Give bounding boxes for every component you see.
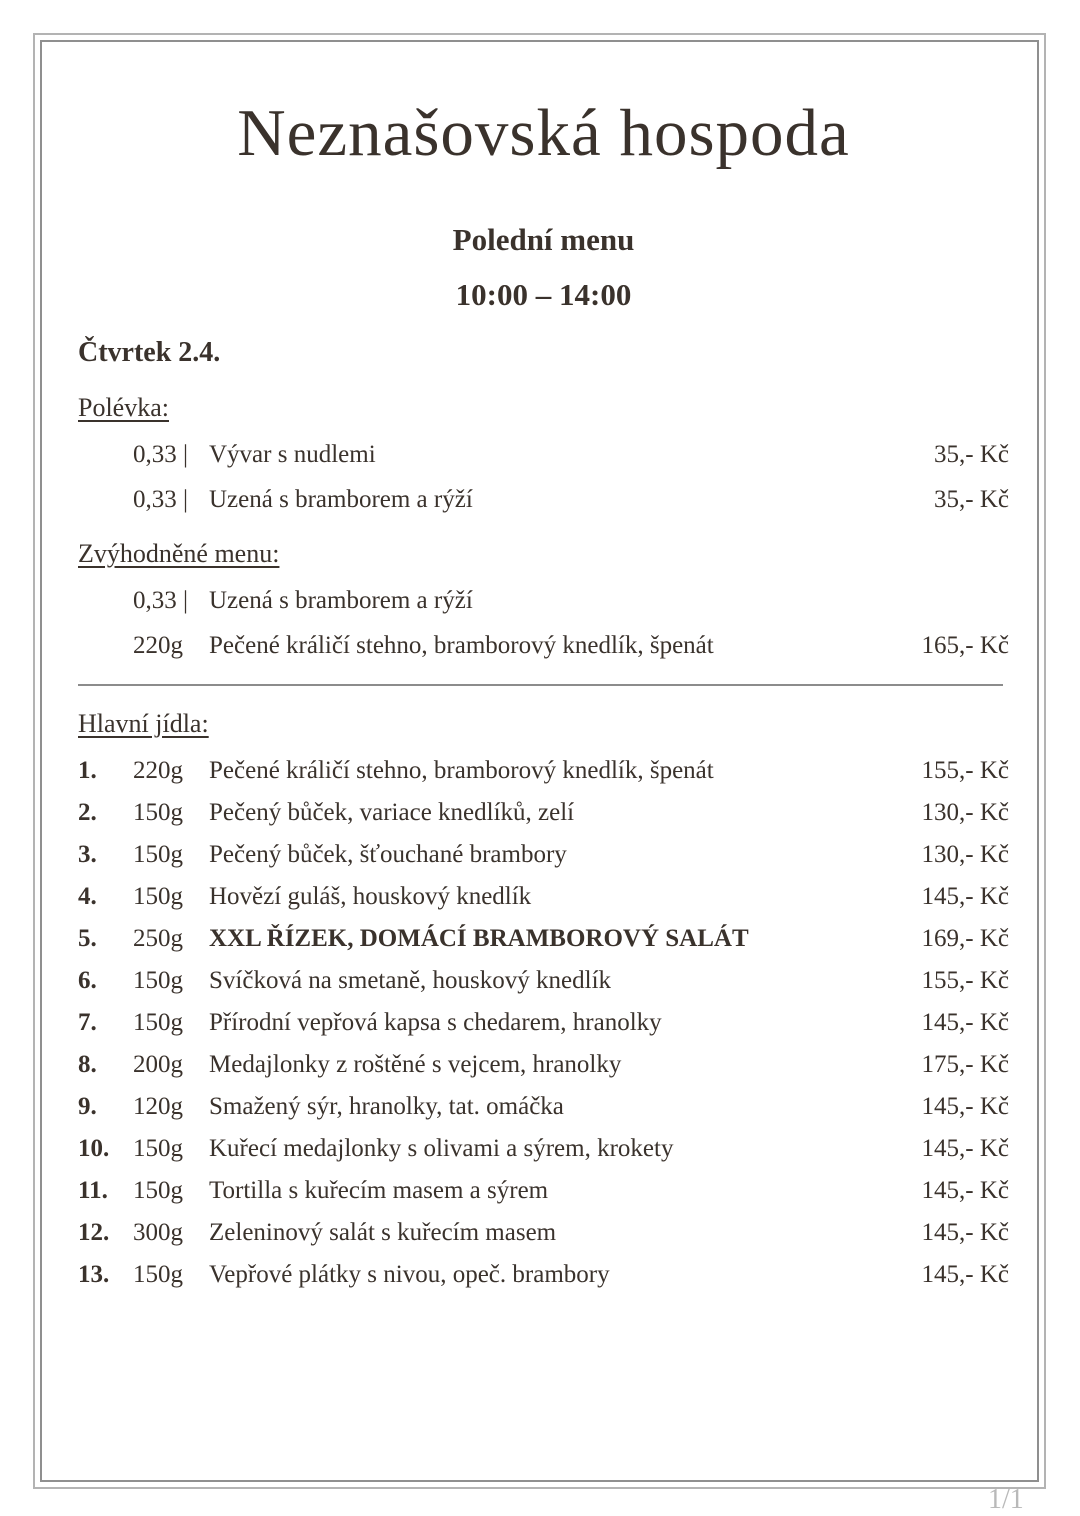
item-name: Pečený bůček, variace knedlíků, zelí (209, 798, 575, 826)
menu-subtitle: Polední menu (452, 221, 635, 257)
item-quantity: 150g (133, 1008, 183, 1036)
menu-item-row (78, 438, 1009, 471)
item-quantity: 200g (133, 1050, 183, 1078)
item-number: 8. (78, 1050, 97, 1078)
item-number: 9. (78, 1092, 97, 1120)
item-price: 145,- Kč (921, 1218, 1009, 1246)
menu-item-row (78, 629, 1009, 662)
item-name: Uzená s bramborem a rýží (209, 485, 473, 513)
item-price: 155,- Kč (921, 966, 1009, 994)
section-heading: Polévka: (78, 392, 169, 422)
item-quantity: 150g (133, 798, 183, 826)
restaurant-title: Neznašovská hospoda (237, 96, 850, 170)
item-name: Vývar s nudlemi (209, 440, 376, 468)
item-number: 6. (78, 966, 97, 994)
menu-item-row (78, 922, 1009, 955)
menu-hours: 10:00 – 14:00 (455, 276, 632, 312)
item-quantity: 150g (133, 1260, 183, 1288)
section-heading: Hlavní jídla: (78, 708, 209, 738)
item-price: 130,- Kč (921, 798, 1009, 826)
page-indicator: 1/1 (988, 1484, 1024, 1515)
item-price: 130,- Kč (921, 840, 1009, 868)
page-border-outer (33, 33, 1046, 1489)
item-quantity: 0,33 | (133, 586, 189, 614)
item-quantity: 0,33 | (133, 440, 189, 468)
item-name: Hovězí guláš, houskový knedlík (209, 882, 532, 910)
item-price: 175,- Kč (921, 1050, 1009, 1078)
item-price: 145,- Kč (921, 1134, 1009, 1162)
item-price: 145,- Kč (921, 1092, 1009, 1120)
item-quantity: 0,33 | (133, 485, 189, 513)
item-name: Pečené králičí stehno, bramborový knedlík, špenát (209, 756, 714, 784)
item-quantity: 120g (133, 1092, 183, 1120)
menu-item-row (78, 880, 1009, 913)
menu-item-row (78, 838, 1009, 871)
item-number: 5. (78, 924, 97, 952)
menu-item-row (78, 584, 1009, 617)
item-number: 11. (78, 1176, 108, 1204)
item-number: 4. (78, 882, 97, 910)
menu-item-row (78, 964, 1009, 997)
menu-item-row (78, 1258, 1009, 1291)
item-quantity: 150g (133, 1176, 183, 1204)
menu-item-row (78, 754, 1009, 787)
item-name: Uzená s bramborem a rýží (209, 586, 473, 614)
item-number: 3. (78, 840, 97, 868)
item-price: 165,- Kč (921, 631, 1009, 659)
item-name: Přírodní vepřová kapsa s chedarem, hranolky (209, 1008, 662, 1036)
item-quantity: 250g (133, 924, 183, 952)
section-heading: Zvýhodněné menu: (78, 538, 280, 568)
menu-section (78, 392, 1009, 516)
item-name: Medajlonky z roštěné s vejcem, hranolky (209, 1050, 622, 1078)
menu-item-row (78, 1174, 1009, 1207)
item-number: 12. (78, 1218, 110, 1246)
item-price: 145,- Kč (921, 882, 1009, 910)
item-quantity: 150g (133, 882, 183, 910)
item-price: 145,- Kč (921, 1008, 1009, 1036)
item-name: XXL ŘÍZEK, DOMÁCÍ BRAMBOROVÝ SALÁT (209, 924, 749, 952)
item-price: 145,- Kč (921, 1260, 1009, 1288)
menu-item-row (78, 796, 1009, 829)
item-name: Pečený bůček, šťouchané brambory (209, 840, 567, 868)
item-number: 13. (78, 1260, 110, 1288)
menu-item-row (78, 483, 1009, 516)
item-price: 35,- Kč (934, 440, 1009, 468)
page-content (42, 42, 1037, 1480)
item-price: 169,- Kč (921, 924, 1009, 952)
item-quantity: 220g (133, 631, 183, 659)
item-quantity: 150g (133, 840, 183, 868)
menu-item-row (78, 1132, 1009, 1165)
page-border-inner (40, 40, 1039, 1482)
item-name: Smažený sýr, hranolky, tat. omáčka (209, 1092, 564, 1120)
menu-day-heading: Čtvrtek 2.4. (78, 336, 221, 368)
item-number: 1. (78, 756, 97, 784)
menu-section (78, 538, 1009, 662)
menu-item-row (78, 1006, 1009, 1039)
menu-item-row (78, 1090, 1009, 1123)
item-price: 35,- Kč (934, 485, 1009, 513)
item-quantity: 220g (133, 756, 183, 784)
item-number: 2. (78, 798, 97, 826)
menu-item-row (78, 1216, 1009, 1249)
item-quantity: 150g (133, 1134, 183, 1162)
menu-section (78, 708, 1009, 1291)
menu-sections (78, 392, 1009, 1291)
section-divider (78, 684, 1003, 686)
item-number: 10. (78, 1134, 110, 1162)
item-name: Zeleninový salát s kuřecím masem (209, 1218, 557, 1246)
item-price: 155,- Kč (921, 756, 1009, 784)
item-quantity: 150g (133, 966, 183, 994)
item-number: 7. (78, 1008, 97, 1036)
item-price: 145,- Kč (921, 1176, 1009, 1204)
item-quantity: 300g (133, 1218, 183, 1246)
item-name: Pečené králičí stehno, bramborový knedlík, špenát (209, 631, 714, 659)
item-name: Vepřové plátky s nivou, opeč. brambory (209, 1260, 610, 1288)
item-name: Tortilla s kuřecím masem a sýrem (209, 1176, 549, 1204)
menu-item-row (78, 1048, 1009, 1081)
item-name: Kuřecí medajlonky s olivami a sýrem, krokety (209, 1134, 674, 1162)
item-name: Svíčková na smetaně, houskový knedlík (209, 966, 612, 994)
